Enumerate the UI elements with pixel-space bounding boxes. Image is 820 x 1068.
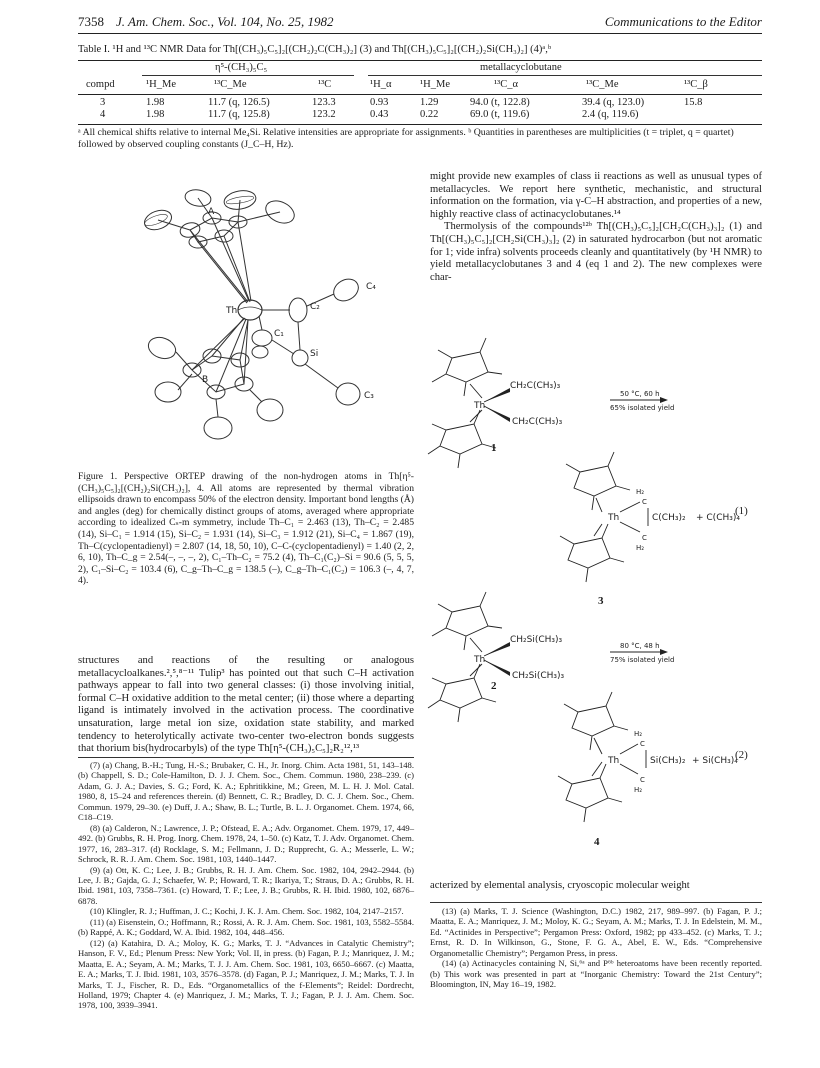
table-cell: 0.93 <box>370 97 389 108</box>
page-number: 7358 <box>78 14 104 29</box>
col-header-c: ¹³C <box>318 79 332 90</box>
reference: (8) (a) Calderon, N.; Lawrence, J. P.; Ofstead, E. A.; Adv. Organomet. Chem. 1979, 17, 449–492. (b) Grubbs, R. H. Prog. Inorg. Chem. 1978, 24, 1–50. (c) Katz, T. J. Adv. Organomet. Chem. 1977, 16, 283–317. (d) Rocklage, S. M.; Fellmann, J. D.; Rupprecht, G. A.; Messerle, L. W.; Schrock, R. R. J. Am. Chem. Soc. 1981, 103, 1440–1447. <box>78 822 414 865</box>
condition-label: 75% isolated yield <box>610 656 675 664</box>
byproduct-label: + C(CH₃)₄ <box>696 513 740 523</box>
right-column-text <box>430 171 762 284</box>
table-top-rule <box>78 60 762 61</box>
condition-label: 50 °C, 60 h <box>620 390 660 398</box>
table-cell: 0.22 <box>420 109 439 120</box>
footnote-rule <box>78 757 414 758</box>
col-header-compd: compd <box>86 79 115 90</box>
col-header-c-alpha: ¹³C_α <box>494 79 519 90</box>
h2-label: H₂ <box>634 786 643 794</box>
table-group-right: metallacyclobutane <box>480 62 562 73</box>
left-column-text <box>78 655 414 756</box>
table-cell: 69.0 (t, 119.6) <box>470 109 530 120</box>
col-header-h-me-2: ¹H_Me <box>420 79 450 90</box>
condition-label: 65% isolated yield <box>610 404 675 412</box>
section-title: Communications to the Editor <box>604 14 762 29</box>
th-label: Th <box>474 655 486 665</box>
table-footnote: ᵃ All chemical shifts relative to internal Me₄Si. Relative intensities are appropriate for assignments. ᵇ Quantities in parentheses are multiplicities (t = triplet, q = quartet) followed by observed coupling constants (J_C–H, Hz). <box>78 127 734 150</box>
c-label: C <box>642 534 647 542</box>
table-cell: 3 <box>100 97 106 108</box>
table-cell: 1.29 <box>420 97 439 108</box>
ligand-label: CH₂C(CH₃)₃ <box>510 381 561 391</box>
table-title: Table I. ¹H and ¹³C NMR Data for Th[(CH₃)₅C₅]₂[(CH₂)₂C(CH₃)₂] (3) and Th[(CH₃)₅C₅]₂[(CH₂)₂Si(CH₃)₂] (4)ᵃ,ᵇ <box>78 44 552 55</box>
atom-label: Th <box>226 306 238 316</box>
byproduct-label: + Si(CH₃)₄ <box>692 756 738 766</box>
h2-label: H₂ <box>636 544 645 552</box>
c-label: C <box>642 498 647 506</box>
table-cell: 11.7 (q, 125.8) <box>208 109 270 120</box>
product-label: Si(CH₃)₂ <box>650 756 686 766</box>
equation-number-2: (2) <box>735 749 748 761</box>
c-label: C <box>640 776 645 784</box>
table-cell: 1.98 <box>146 109 165 120</box>
compound-number-3: 3 <box>598 595 604 607</box>
table-header-rule <box>78 94 762 95</box>
table-cell: 4 <box>100 109 106 120</box>
product-label: C(CH₃)₂ <box>652 513 686 523</box>
paragraph: might provide new examples of class ii reactions as well as unusual types of metallacycles. We report here synthetic, mechanistic, and structural information on the formation, via γ-C–H abstraction, and properties of a new, highly reactive class of actinacyclobutanes.¹⁴ <box>430 171 762 220</box>
right-references <box>430 906 762 990</box>
compound-number-1: 1 <box>491 442 497 454</box>
col-header-c-me-2: ¹³C_Me <box>586 79 619 90</box>
table-cell: 123.3 <box>312 97 336 108</box>
reference: (12) (a) Katahira, D. A.; Moloy, K. G.; Marks, T. J. “Advances in Catalytic Chemistry”; Hanson, F. V., Ed.; Plenum Press: New York; Vol. II, in press. (b) Fagan, P. J.; Manriquez, J. M.; Maatta, E. A.; Seyam, A. M.; Marks, T. J. J. Am. Chem. Soc. 1981, 103, 6650–6667. (c) Maatta, E. A.; Marks, T. J. Ibid. 1981, 103, 3576–3578. (d) Fagan, P. J.; Manriquez, J. M.; Marks, T. J. In Marks, T. J., Fischer, R. D., Eds. “Organometallics of the f-Elements”; Reidel: Dordrecht, Holland, 1979; Chapter 4. (e) Manriquez, J. M.; Marks, T. J.; Fagan, P. J. J. Am. Chem. Soc. 1978, 100, 3939–3941. <box>78 937 414 1011</box>
table-cell: 2.4 (q, 119.6) <box>582 109 639 120</box>
reference: (14) (a) Actinacycles containing N, Si,⁶ᵃ and P⁶ᵇ heteroatoms have been recently reported. (b) This work was presented in part at “Inorganic Chemistry: Toward the 21st Century”; Bloomington, IN, May 16–19, 1982. <box>430 958 762 990</box>
h2-label: H₂ <box>634 730 643 738</box>
equation-number-1: (1) <box>735 505 748 517</box>
ligand-label: CH₂Si(CH₃)₃ <box>512 671 565 681</box>
ortep-figure <box>120 170 420 460</box>
ligand-label: CH₂Si(CH₃)₃ <box>510 635 563 645</box>
atom-label: C₁ <box>274 329 284 339</box>
reference: (11) (a) Eisenstein, O.; Hoffmann, R.; Rossi, A. R. J. Am. Chem. Soc. 1981, 103, 5582–5584. (b) Rappé, A. K.; Goddard, W. A. Ibid. 1982, 104, 448–456. <box>78 916 414 938</box>
col-header-c-beta: ¹³C_β <box>684 79 708 90</box>
table-cell: 1.98 <box>146 97 165 108</box>
journal-citation: J. Am. Chem. Soc., Vol. 104, No. 25, 1982 <box>116 14 334 29</box>
atom-label: A <box>208 207 215 217</box>
reference: (9) (a) Ott, K. C.; Lee, J. B.; Grubbs, R. H. J. Am. Chem. Soc. 1982, 104, 2942–2944. (b) Lee, J. B.; Gajda, G. J.; Schaefer, W. P.; Howard, T. R.; Ikariya, T.; Straus, D. A.; Grubbs, R. H. Ibid. 1981, 103, 7358–7361. (c) Howard, T. F.; Lee, J. B.; Grubbs, R. H. Ibid. 1980, 102, 6876–6878. <box>78 864 414 906</box>
atom-label: C₂ <box>310 302 320 312</box>
compound-number-4: 4 <box>594 836 600 848</box>
atom-label: C₃ <box>364 391 374 401</box>
table-bottom-rule <box>78 124 762 125</box>
figure-caption: Figure 1. Perspective ORTEP drawing of the non-hydrogen atoms in Th[η⁵-(CH₃)₅C₅]₂[(CH₂)₂Si(CH₃)₂], 4. All atoms are represented by thermal vibration ellipsoids drawn to encompass 50% of the electron density. Important bond lengths (Å) and angles (deg) for chemically distinct groups of atoms, averaged where appropriate according to idealized Cₛ-m symmetry, include Th–C₁ = 2.463 (13), Th–C₂ = 2.485 (14), Si–C₁ = 1.914 (15), Si–C₂ = 1.931 (14), Si–C₃ = 1.912 (21), Si–C₄ = 1.867 (19), Th–C(cyclopentadienyl) = 2.807 (14, 18, 50, 10), C–C-(cyclopentadienyl) = 1.40 (2, 2, 6, 10), Th–C_g = 2.54(–, –, –, 2), C₁–Th–C₂ = 75.2 (4), Th–C₁(C₂)–Si = 90.6 (5, 5, 5, 2), C₁–Si–C₂ = 103.4 (6), C_g–Th–C_g = 138.5 (–), C_g–Th–C₁(C₂) = 106.3 (–, 4, 7, 4). <box>78 471 414 587</box>
table-cell: 123.2 <box>312 109 336 120</box>
c-label: C <box>640 740 645 748</box>
header-rule <box>78 33 762 34</box>
paragraph: acterized by elemental analysis, cryoscopic molecular weight <box>430 880 690 891</box>
left-references <box>78 760 414 1011</box>
table-cell: 15.8 <box>684 97 703 108</box>
table-cell: 39.4 (q, 123.0) <box>582 97 645 108</box>
atom-label: C₄ <box>366 282 376 292</box>
table-cell: 0.43 <box>370 109 389 120</box>
paragraph: Thermolysis of the compounds¹²ᵇ Th[(CH₃)₅C₅]₂[CH₂C(CH₃)₃]₂ (1) and Th[(CH₃)₅C₅]₂[CH₂Si(CH₃)₃]₂ (2) in saturated hydrocarbon (but not aromatic for 1; vide infra) solvents proceeds cleanly and quantitatively (by ¹H NMR) to yield metallacyclobutanes 3 and 4 (eq 1 and 2). The new complexes were char- <box>430 221 762 283</box>
col-header-h-me: ¹H_Me <box>146 79 176 90</box>
table-cell: 94.0 (t, 122.8) <box>470 97 530 108</box>
reference: (10) Klingler, R. J.; Huffman, J. C.; Kochi, J. K. J. Am. Chem. Soc. 1982, 104, 2147–2157. <box>90 906 404 917</box>
group-rule-left <box>142 75 354 76</box>
ligand-label: CH₂C(CH₃)₃ <box>512 417 563 427</box>
footnote-rule <box>430 902 762 903</box>
reaction-scheme <box>424 330 764 875</box>
th-label: Th <box>474 401 486 411</box>
table-group-left: η⁵-(CH₃)₅C₅ <box>215 62 268 73</box>
th-label: Th <box>608 756 620 766</box>
th-label: Th <box>608 513 620 523</box>
group-rule-right <box>368 75 762 76</box>
col-header-h-alpha: ¹H_α <box>370 79 392 90</box>
reference: (7) (a) Chang, B.-H.; Tung, H.-S.; Brubaker, C. H., Jr. Inorg. Chim. Acta 1981, 51, 143–148. (b) Chappell, S. D.; Cole-Hamilton, D. J. J. Chem. Soc., Chem. Commun. 1980, 238–239. (c) Adam, G. J. A.; Davies, S. G.; Ford, K. A.; Ephritikkine, M.; Green, M. L. H. J. Mol. Catal. 1980, 8, 15–24 and references therein. (d) Bennett, C. R.; Bradley, D. C. J. Chem. Soc., Chem. Commun. 1979, 29–30. (e) Duff, J. A.; Shaw, B. L.; Turtle, B. L. J. Organomet. Chem. 1974, 66, C18–C19. <box>78 760 414 823</box>
table-cell: 11.7 (q, 126.5) <box>208 97 270 108</box>
right-column-continuation <box>430 880 762 893</box>
paragraph: structures and reactions of the resulting or analogous metallacycloalkanes.²,⁵,⁸⁻¹¹ Tulip³ has pointed out that such C–H activation pathways appear to fall into two general classes: (i) those involving initial, formal C–H oxidative addition to the metal center; (ii) those where a departing ligand is intimately involved in the activation process. The coordinative unsaturation, large metal ion size, oxidation state stability, and marked tendency to heterolytically activate two-center two-electron bonds suggests that thorium bis(hydrocarbyls) of the type Th[η⁵-(CH₃)₅C₅]₂R₂¹²,¹³ <box>78 655 414 755</box>
condition-label: 80 °C, 48 h <box>620 642 660 650</box>
atom-label: B <box>202 375 209 385</box>
atom-label: Si <box>310 349 319 359</box>
reference: (13) (a) Marks, T. J. Science (Washington, D.C.) 1982, 217, 989–997. (b) Fagan, P. J.; Maatta, E. A.; Manriquez, J. M.; Moloy, K. G.; Seyam, A. M.; Marks, T. J. In Edelstein, M. M., Ed. “Actinides in Perspective”; Pergamon Press: Oxford, 1982; pp 433–452. (c) Marks, T. J.; Ernst, R. D. In Wilkinson, G., Stone, F. G. A., Abel, E. W., Eds. “Comprehensive Organometallic Chemistry”; Pergamon Press, in press. <box>430 906 762 958</box>
col-header-c-me: ¹³C_Me <box>214 79 247 90</box>
compound-number-2: 2 <box>491 680 497 692</box>
h2-label: H₂ <box>636 488 645 496</box>
